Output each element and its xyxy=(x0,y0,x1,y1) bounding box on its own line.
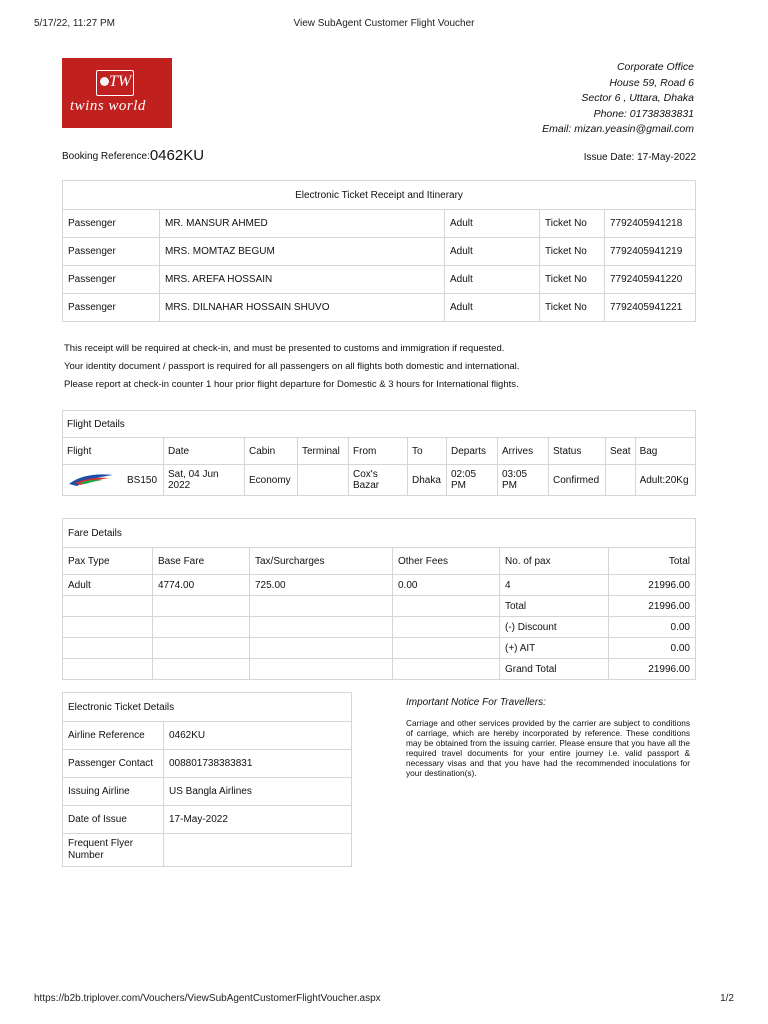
ticket-label: Ticket No xyxy=(540,238,605,266)
ticket-label: Ticket No xyxy=(540,210,605,238)
us-bangla-logo-icon xyxy=(67,471,115,489)
column-header: Cabin xyxy=(245,438,298,465)
summary-label: (+) AIT xyxy=(500,638,609,659)
flight-departs: 02:05 PM xyxy=(447,465,498,496)
table-row xyxy=(63,778,352,806)
note-line: Please report at check-in counter 1 hour prior flight departure for Domestic & 3 hours for International flights. xyxy=(64,379,519,390)
table-row xyxy=(63,575,696,596)
column-header: Status xyxy=(549,438,606,465)
passenger-type: Passenger xyxy=(63,294,160,322)
column-header: Arrives xyxy=(498,438,549,465)
column-header: Bag xyxy=(635,438,695,465)
column-header: Pax Type xyxy=(63,548,153,575)
checkin-notes xyxy=(64,340,519,394)
column-header: From xyxy=(349,438,408,465)
eticket-value: US Bangla Airlines xyxy=(164,778,352,806)
passenger-type: Passenger xyxy=(63,238,160,266)
fare-details-caption: Fare Details xyxy=(63,519,696,548)
flight-arrives: 03:05 PM xyxy=(498,465,549,496)
eticket-label: Frequent Flyer Number xyxy=(63,834,164,867)
flight-details-table xyxy=(62,410,696,496)
summary-label: (-) Discount xyxy=(500,617,609,638)
passenger-category: Adult xyxy=(445,266,540,294)
notice-body: Carriage and other services provided by the carrier are subject to conditions of carriage, which are hereby incorporated by reference. These conditions may be obtained from the issuing carrier. Please ensure that you have all the required travel documents for your entire journey i.e. valid passport & necessary visas and that you have had the recommended inoculations for your destination(s). xyxy=(406,718,690,778)
table-row xyxy=(63,617,696,638)
eticket-value: 008801738383831 xyxy=(164,750,352,778)
logo-name: twins world xyxy=(70,98,146,114)
table-row xyxy=(63,750,352,778)
column-header: Flight xyxy=(63,438,164,465)
flight-seat xyxy=(606,465,636,496)
passenger-category: Adult xyxy=(445,238,540,266)
fare-pax-count: 4 xyxy=(500,575,609,596)
table-row xyxy=(63,722,352,750)
column-header: Tax/Surcharges xyxy=(250,548,393,575)
flight-terminal xyxy=(298,465,349,496)
column-header: Total xyxy=(609,548,696,575)
logo-dot-icon xyxy=(100,77,109,86)
ticket-number: 7792405941218 xyxy=(605,210,696,238)
footer-url: https://b2b.triplover.com/Vouchers/ViewSubAgentCustomerFlightVoucher.aspx xyxy=(34,993,381,1004)
eticket-label: Airline Reference xyxy=(63,722,164,750)
ticket-number: 7792405941221 xyxy=(605,294,696,322)
ticket-label: Ticket No xyxy=(540,266,605,294)
booking-reference-label: Booking Reference: xyxy=(62,151,150,162)
eticket-label: Passenger Contact xyxy=(63,750,164,778)
eticket-caption: Electronic Ticket Details xyxy=(63,693,352,722)
column-header: Seat xyxy=(606,438,636,465)
print-datetime: 5/17/22, 11:27 PM xyxy=(34,18,115,29)
office-phone: Phone: 01738383831 xyxy=(593,107,694,120)
passenger-type: Passenger xyxy=(63,266,160,294)
table-row xyxy=(63,210,696,238)
eticket-value: 0462KU xyxy=(164,722,352,750)
note-line: This receipt will be required at check-in, and must be presented to customs and immigration if requested. xyxy=(64,343,505,354)
logo-mark xyxy=(96,70,134,96)
passenger-table xyxy=(62,180,696,322)
fare-base: 4774.00 xyxy=(153,575,250,596)
grand-total: 21996.00 xyxy=(609,659,696,680)
ticket-number: 7792405941219 xyxy=(605,238,696,266)
table-row xyxy=(63,238,696,266)
important-notice xyxy=(406,697,690,778)
summary-value: 0.00 xyxy=(609,617,696,638)
notice-title: Important Notice For Travellers: xyxy=(406,697,546,708)
office-address xyxy=(542,60,694,138)
column-header: Departs xyxy=(447,438,498,465)
ticket-label: Ticket No xyxy=(540,294,605,322)
flight-date: Sat, 04 Jun 2022 xyxy=(164,465,245,496)
eticket-value: 17-May-2022 xyxy=(164,806,352,834)
table-row xyxy=(63,638,696,659)
company-logo xyxy=(62,58,172,128)
eticket-label: Date of Issue xyxy=(63,806,164,834)
page-number: 1/2 xyxy=(720,993,734,1004)
column-header: To xyxy=(408,438,447,465)
office-line: Corporate Office xyxy=(616,61,694,73)
passenger-name: MRS. MOMTAZ BEGUM xyxy=(160,238,445,266)
booking-reference-value: 0462KU xyxy=(149,147,205,164)
booking-reference xyxy=(62,147,204,164)
passenger-type: Passenger xyxy=(63,210,160,238)
flight-details-caption: Flight Details xyxy=(63,411,696,438)
office-line: Sector 6 , Uttara, Dhaka xyxy=(581,92,694,104)
eticket-value xyxy=(164,834,352,867)
fare-pax-type: Adult xyxy=(63,575,153,596)
logo-mark-text: TW xyxy=(109,73,132,90)
summary-label: Total xyxy=(500,596,609,617)
table-row xyxy=(63,266,696,294)
passenger-name: MR. MANSUR AHMED xyxy=(160,210,445,238)
column-header: Other Fees xyxy=(393,548,500,575)
office-email: Email: mizan.yeasin@gmail.com xyxy=(542,123,694,135)
flight-status: Confirmed xyxy=(549,465,606,496)
column-header: Date xyxy=(164,438,245,465)
print-title: View SubAgent Customer Flight Voucher xyxy=(293,18,475,29)
fare-row-total: 21996.00 xyxy=(609,575,696,596)
eticket-label: Issuing Airline xyxy=(63,778,164,806)
summary-value: 0.00 xyxy=(609,638,696,659)
summary-label: Grand Total xyxy=(500,659,609,680)
fare-tax: 725.00 xyxy=(250,575,393,596)
summary-value: 21996.00 xyxy=(609,596,696,617)
column-header: No. of pax xyxy=(500,548,609,575)
note-line: Your identity document / passport is required for all passengers on all flights both domestic and international. xyxy=(64,361,520,372)
table-row xyxy=(63,806,352,834)
eticket-details-table xyxy=(62,692,352,867)
office-line: House 59, Road 6 xyxy=(609,76,694,89)
airline-logo-cell xyxy=(63,465,124,496)
passenger-table-caption: Electronic Ticket Receipt and Itinerary xyxy=(63,181,696,210)
issue-date: Issue Date: 17-May-2022 xyxy=(583,152,696,163)
table-row xyxy=(63,659,696,680)
table-row xyxy=(63,596,696,617)
table-row xyxy=(63,834,352,867)
column-header: Terminal xyxy=(298,438,349,465)
flight-to: Dhaka xyxy=(408,465,447,496)
passenger-name: MRS. AREFA HOSSAIN xyxy=(160,266,445,294)
column-header: Base Fare xyxy=(153,548,250,575)
table-header-row xyxy=(63,438,696,465)
table-row xyxy=(63,465,696,496)
passenger-category: Adult xyxy=(445,294,540,322)
ticket-number: 7792405941220 xyxy=(605,266,696,294)
flight-cabin: Economy xyxy=(245,465,298,496)
passenger-category: Adult xyxy=(445,210,540,238)
flight-bag: Adult:20Kg xyxy=(635,465,695,496)
table-row xyxy=(63,294,696,322)
flight-number: BS150 xyxy=(123,465,164,496)
passenger-name: MRS. DILNAHAR HOSSAIN SHUVO xyxy=(160,294,445,322)
flight-from: Cox's Bazar xyxy=(349,465,408,496)
fare-details-table xyxy=(62,518,696,680)
table-header-row xyxy=(63,548,696,575)
fare-other: 0.00 xyxy=(393,575,500,596)
